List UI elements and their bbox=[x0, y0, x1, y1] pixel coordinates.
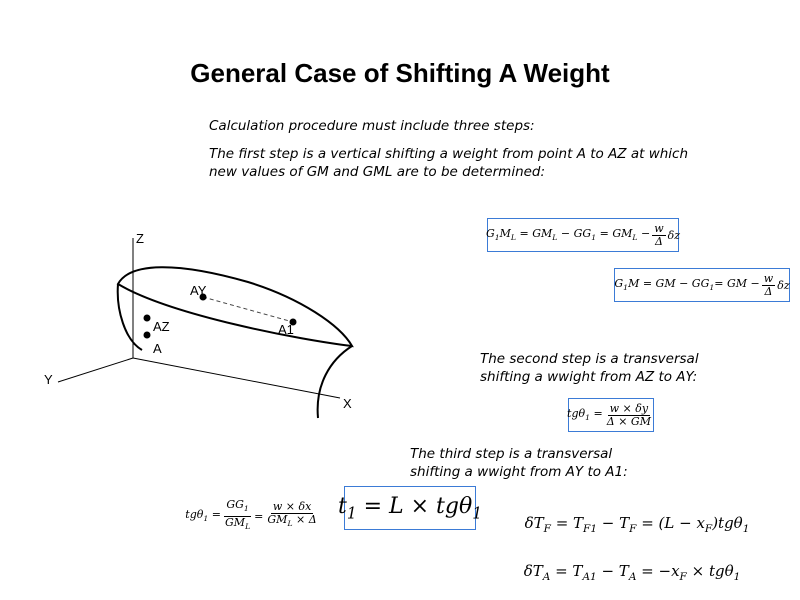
formula-tg-longitudinal: tgθ$_1$ = $\frac{GG_1}{GM_L}$ = $\frac{w \times \delta x}{GM_L \times \Delta}$ bbox=[185, 498, 317, 531]
formula-delta-ta: $\delta T_A = T_{A1} - T_A = -x_F \times tg\theta_1$ bbox=[523, 561, 741, 583]
intro-line-1: Calculation procedure must include three steps: bbox=[209, 118, 535, 134]
label-a: A bbox=[153, 341, 162, 356]
formula-gml: $G_1M_L = GM_L - GG_1 = GM_L$ − $\frac{w}{\Delta}$ δz bbox=[487, 218, 679, 252]
point-az bbox=[144, 315, 151, 322]
z-axis-label: Z bbox=[136, 231, 144, 246]
step2-line-1: The second step is a transversal bbox=[480, 351, 699, 367]
formula-tg-transversal: tgθ$_1$ = $\frac{w \times \delta y}{\Delta \times GM}$ bbox=[568, 398, 654, 432]
formula-delta-tf: $\delta T_F = T_{F1} - T_F = (L - x_F)tg\theta_1$ bbox=[524, 513, 750, 535]
y-axis bbox=[58, 358, 133, 382]
intro-line-2: The first step is a vertical shifting a weight from point A to AZ at which bbox=[209, 146, 689, 162]
page-title: General Case of Shifting A Weight bbox=[190, 58, 610, 88]
formula-trim: $t_1 = L \times tg\theta_1$ bbox=[344, 486, 476, 530]
step2-line-2: shifting a wwight from AZ to AY: bbox=[480, 369, 698, 385]
formula-gm: $G_1M$ = GM − $GG_1=$ GM − $\frac{w}{\Delta}$ δz bbox=[614, 268, 790, 302]
intro-line-3: new values of GM and GML are to be determined: bbox=[209, 164, 546, 180]
shift-line bbox=[203, 297, 293, 322]
hull-deck bbox=[118, 267, 352, 346]
x-axis-label: X bbox=[343, 396, 352, 411]
label-a1: A1 bbox=[278, 322, 294, 337]
label-az: AZ bbox=[153, 319, 170, 334]
y-axis-label: Y bbox=[44, 372, 53, 387]
x-axis bbox=[133, 358, 340, 398]
step3-line-1: The third step is a transversal bbox=[410, 446, 613, 462]
step3-line-2: shifting a wwight from AY to A1: bbox=[410, 464, 628, 480]
label-ay: AY bbox=[190, 283, 207, 298]
point-a bbox=[144, 332, 151, 339]
